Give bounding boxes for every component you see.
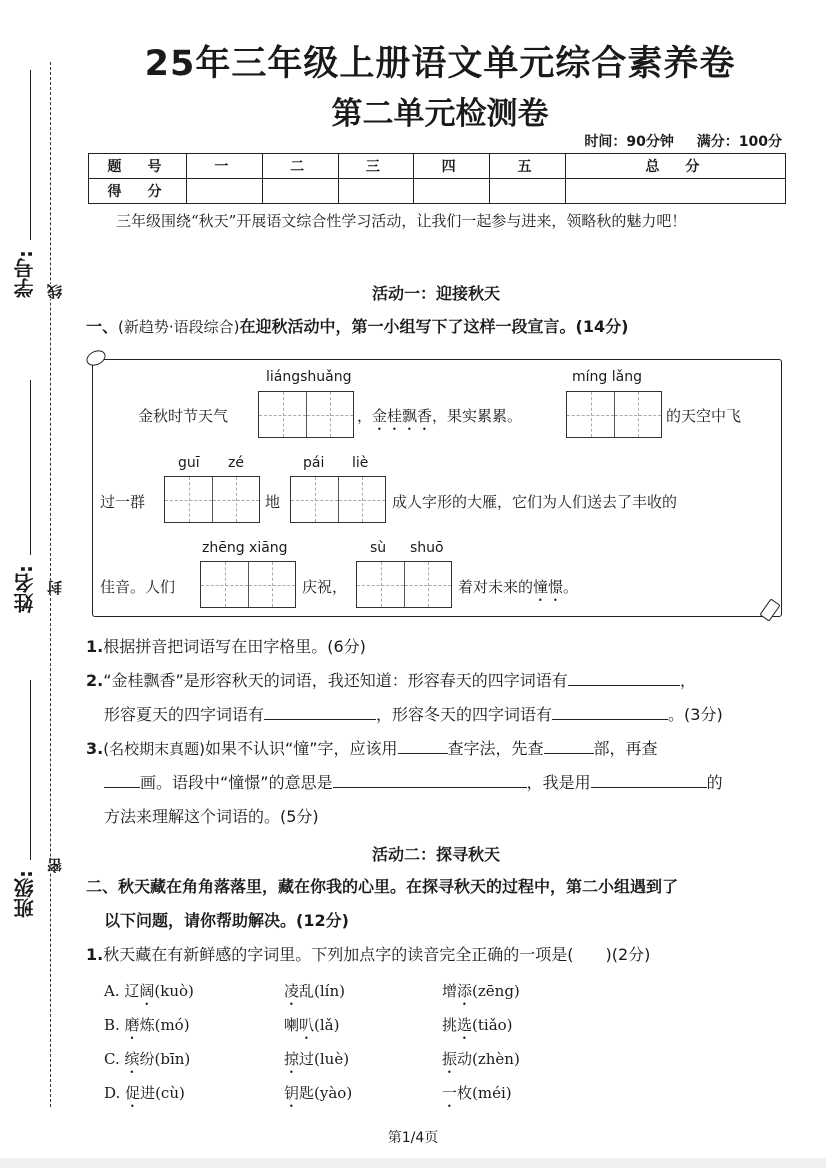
option-a-word-3: 增添(zēng) xyxy=(442,982,520,1000)
answer-blank[interactable] xyxy=(591,770,707,788)
score-header-cell: 总 分 xyxy=(565,154,785,179)
seal-line-char: 线 xyxy=(46,284,64,299)
exam-title: 25年三年级上册语文单元综合素养卷 xyxy=(144,44,736,84)
seal-feng-char: 封 xyxy=(46,580,64,595)
option-d-word-3: 一枚(méi) xyxy=(442,1084,512,1102)
answer-blank[interactable] xyxy=(568,668,680,686)
option-b-word-2: 喇叭(lǎ) xyxy=(284,1016,340,1034)
option-d[interactable]: D. 促进(cù) xyxy=(104,1084,185,1102)
score-cell[interactable] xyxy=(565,179,785,204)
score-cell[interactable] xyxy=(262,179,338,204)
score-header-cell: 三 xyxy=(338,154,414,179)
pinyin-gui: guī xyxy=(178,455,200,471)
option-c-word-3: 振动(zhèn) xyxy=(442,1050,520,1068)
option-c-word-2: 掠过(luè) xyxy=(284,1050,350,1068)
score-header-cell: 二 xyxy=(262,154,338,179)
score-cell[interactable] xyxy=(338,179,414,204)
score-cell[interactable] xyxy=(414,179,490,204)
option-b[interactable]: B. 磨炼(mó) xyxy=(104,1016,190,1034)
answer-blank[interactable] xyxy=(333,770,527,788)
passage-text: 过一群 xyxy=(100,493,146,511)
question-1: 1.根据拼音把词语写在田字格里。(6分) xyxy=(86,637,366,656)
pinyin-zhengxiang: zhēng xiāng xyxy=(202,540,288,556)
score-table-header-row xyxy=(89,154,786,179)
score-row-label: 得 分 xyxy=(89,179,187,204)
option-d-word-2: 钥匙(yào) xyxy=(284,1084,353,1102)
passage-text: 佳音。人们 xyxy=(100,578,176,596)
name-label: 姓名: xyxy=(13,565,37,613)
answer-blank[interactable] xyxy=(544,736,594,754)
tianzige-liangshuang[interactable] xyxy=(258,391,354,438)
section-1-text: 在迎秋活动中，第一小组写下了这样一段宣言。(14分) xyxy=(239,317,629,336)
passage-text: 的天空中飞 xyxy=(666,407,742,425)
score-cell[interactable] xyxy=(187,179,263,204)
score-cell[interactable] xyxy=(490,179,566,204)
intro-paragraph: 三年级围绕“秋天”开展语文综合性学习活动，让我们一起参与进来，领略秋的魅力吧！ xyxy=(116,212,687,230)
score-header-cell: 五 xyxy=(490,154,566,179)
exam-subtitle: 第二单元检测卷 xyxy=(331,96,549,132)
score-header-cell: 四 xyxy=(414,154,490,179)
passage-text: 成人字形的大雁，它们为人们送去了丰收的 xyxy=(392,493,678,511)
answer-blank[interactable] xyxy=(398,736,448,754)
option-c[interactable]: C. 缤纷(bīn) xyxy=(104,1050,191,1068)
pinyin-lie: liè xyxy=(352,455,369,471)
passage-text: 地 xyxy=(265,493,281,511)
score-header-cell: 一 xyxy=(187,154,263,179)
section-1-heading xyxy=(86,310,796,344)
seal-mi-char: 密 xyxy=(46,858,64,873)
student-id-label: 学号: xyxy=(13,250,37,298)
pinyin-liangshuang: liángshuǎng xyxy=(266,369,352,385)
pinyin-su: sù xyxy=(370,540,387,556)
section-2-heading-line-2: 以下问题，请你帮助解决。(12分) xyxy=(104,911,349,930)
time-limit: 时间：90分钟 xyxy=(584,134,674,150)
student-id-blank[interactable] xyxy=(30,70,31,240)
tianzige-sushuo[interactable] xyxy=(356,561,452,608)
passage-text: 着对未来的憧憬。 xyxy=(458,578,579,596)
exam-meta xyxy=(566,131,782,151)
full-score: 满分：100分 xyxy=(696,134,782,150)
answer-blank[interactable] xyxy=(104,770,140,788)
pinyin-minglang: míng lǎng xyxy=(572,369,642,385)
option-b-word-3: 挑选(tiǎo) xyxy=(442,1016,513,1034)
pinyin-ze: zé xyxy=(228,455,244,471)
question-2-1: 1.秋天藏在有新鲜感的字词里。下列加点字的读音完全正确的一项是( )(2分) xyxy=(86,945,651,964)
question-3-line-2: 画。语段中“憧憬”的意思是 ，我是用 的 xyxy=(104,766,814,800)
question-2-line-1: 2.“金桂飘香”是形容秋天的词语，我还知道：形容春天的四字词语有 ， xyxy=(86,664,796,698)
tianzige-pailie[interactable] xyxy=(290,476,386,523)
activity-1-heading: 活动一：迎接秋天 xyxy=(371,284,500,303)
answer-blank[interactable] xyxy=(552,702,668,720)
tianzige-guize[interactable] xyxy=(164,476,260,523)
score-table xyxy=(88,153,786,204)
score-header-cell: 题 号 xyxy=(89,154,187,179)
class-label: 班级: xyxy=(13,870,37,918)
passage-text: ，金桂飘香，果实累累。 xyxy=(357,407,523,425)
score-table-score-row xyxy=(89,179,786,204)
bottom-bar xyxy=(0,1158,826,1168)
question-2-line-2: 形容夏天的四字词语有 ，形容冬天的四字词语有 。(3分) xyxy=(104,698,814,732)
pinyin-shuo: shuō xyxy=(410,540,444,556)
question-3-line-1: 3.(名校期末真题)如果不认识“憧”字，应该用 查字法，先查 部，再查 xyxy=(86,732,796,766)
answer-blank[interactable] xyxy=(264,702,376,720)
question-3-line-3: 方法来理解这个词语的。(5分) xyxy=(104,807,319,826)
passage-text: 金秋时节天气 xyxy=(138,407,229,425)
page-number: 第1/4页 xyxy=(387,1130,439,1146)
section-1-tag: (新趋势·语段综合) xyxy=(118,318,240,336)
name-blank[interactable] xyxy=(30,380,31,555)
passage-text: 庆祝， xyxy=(302,578,348,596)
tianzige-minglang[interactable] xyxy=(566,391,662,438)
section-2-heading: 二、秋天藏在角角落落里，藏在你我的心里。在探寻秋天的过程中，第二小组遇到了 xyxy=(86,877,679,896)
option-a-word-2: 凌乱(lín) xyxy=(284,982,345,1000)
option-a[interactable]: A. 辽阔(kuò) xyxy=(104,982,194,1000)
class-blank[interactable] xyxy=(30,680,31,860)
activity-2-heading: 活动二：探寻秋天 xyxy=(371,845,500,864)
section-1-prefix: 一、 xyxy=(86,317,119,336)
tianzige-zhengxiang[interactable] xyxy=(200,561,296,608)
pinyin-pai: pái xyxy=(303,455,325,471)
